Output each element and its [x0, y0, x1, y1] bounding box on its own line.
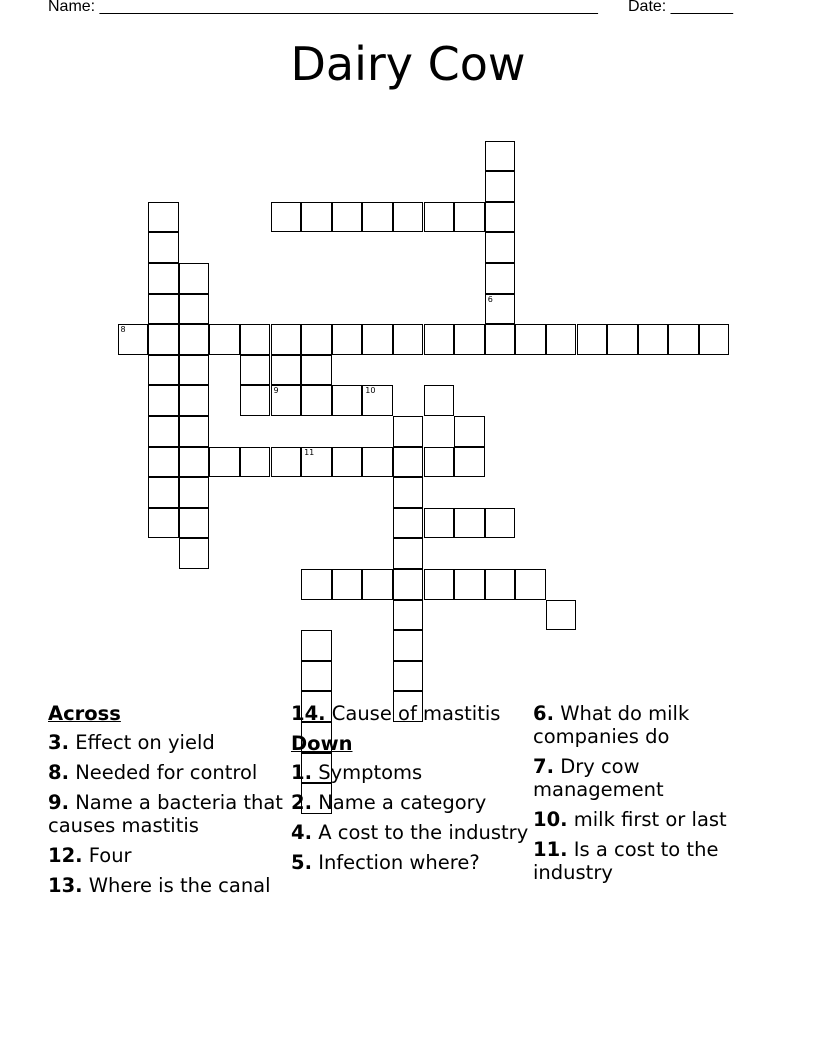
- down-clue: 1. Symptoms: [291, 761, 423, 784]
- down-clue: 7. Dry cow management: [533, 755, 664, 801]
- down-heading: Down: [291, 732, 353, 755]
- crossword-cell[interactable]: [424, 447, 455, 478]
- crossword-cell[interactable]: [301, 324, 332, 355]
- crossword-cell[interactable]: [485, 171, 516, 202]
- crossword-cell[interactable]: [362, 202, 393, 233]
- crossword-cell[interactable]: [271, 385, 302, 416]
- crossword-cell[interactable]: [515, 324, 546, 355]
- across-clue: 14. Cause of mastitis: [291, 702, 501, 725]
- page-title: Dairy Cow: [290, 37, 526, 91]
- crossword-cell[interactable]: [393, 630, 424, 661]
- crossword-cell[interactable]: [148, 202, 179, 233]
- crossword-cell[interactable]: [393, 600, 424, 631]
- crossword-cell[interactable]: [301, 447, 332, 478]
- crossword-cell[interactable]: [271, 202, 302, 233]
- crossword-cell[interactable]: [332, 324, 363, 355]
- crossword-cell[interactable]: [362, 569, 393, 600]
- crossword-cell[interactable]: [179, 416, 210, 447]
- down-clue: 6. What do milk companies do: [533, 702, 690, 748]
- crossword-cell[interactable]: [301, 630, 332, 661]
- crossword-cell[interactable]: [454, 508, 485, 539]
- crossword-cell[interactable]: [301, 355, 332, 386]
- crossword-cell[interactable]: [424, 569, 455, 600]
- date-field-label: Date: _______: [628, 0, 733, 15]
- crossword-cell[interactable]: [271, 355, 302, 386]
- crossword-cell[interactable]: [607, 324, 638, 355]
- crossword-cell[interactable]: [148, 355, 179, 386]
- crossword-cell[interactable]: [240, 324, 271, 355]
- crossword-cell[interactable]: [179, 508, 210, 539]
- crossword-cell[interactable]: [546, 600, 577, 631]
- crossword-cell[interactable]: [454, 569, 485, 600]
- down-clue: 11. Is a cost to the industry: [533, 838, 719, 884]
- crossword-cell[interactable]: [240, 355, 271, 386]
- crossword-cell[interactable]: [485, 324, 516, 355]
- crossword-cell[interactable]: [240, 447, 271, 478]
- crossword-cell[interactable]: [638, 324, 669, 355]
- crossword-cell[interactable]: [179, 538, 210, 569]
- crossword-cell[interactable]: [301, 569, 332, 600]
- clues-column-1: [48, 702, 288, 904]
- crossword-cell[interactable]: [485, 508, 516, 539]
- crossword-cell[interactable]: [301, 385, 332, 416]
- crossword-cell[interactable]: [148, 232, 179, 263]
- crossword-cell[interactable]: [393, 324, 424, 355]
- crossword-cell[interactable]: [393, 508, 424, 539]
- crossword-cell[interactable]: [148, 477, 179, 508]
- down-clue: 10. milk first or last: [533, 808, 727, 831]
- crossword-cell[interactable]: [332, 447, 363, 478]
- crossword-cell[interactable]: [271, 447, 302, 478]
- name-field-label: Name: ________________________________________________________: [48, 0, 598, 15]
- crossword-cell[interactable]: [148, 263, 179, 294]
- clue-number: 6: [487, 294, 493, 304]
- clue-number: 8: [120, 325, 126, 335]
- crossword-cell[interactable]: [393, 569, 424, 600]
- across-clue: 13. Where is the canal: [48, 874, 271, 897]
- crossword-cell[interactable]: [424, 324, 455, 355]
- clue-number: 9: [273, 386, 279, 396]
- crossword-cell[interactable]: [454, 324, 485, 355]
- crossword-cell[interactable]: [485, 141, 516, 172]
- down-clue: 5. Infection where?: [291, 851, 480, 874]
- crossword-cell[interactable]: [362, 447, 393, 478]
- crossword-cell[interactable]: [301, 202, 332, 233]
- crossword-cell[interactable]: [209, 447, 240, 478]
- crossword-cell[interactable]: [393, 447, 424, 478]
- crossword-cell[interactable]: [485, 232, 516, 263]
- crossword-cell[interactable]: [179, 324, 210, 355]
- crossword-cell[interactable]: [148, 324, 179, 355]
- across-clue: 3. Effect on yield: [48, 731, 215, 754]
- down-clue: 2. Name a category: [291, 791, 487, 814]
- crossword-cell[interactable]: [148, 416, 179, 447]
- crossword-cell[interactable]: [209, 324, 240, 355]
- crossword-cell[interactable]: [179, 294, 210, 325]
- crossword-cell[interactable]: [362, 324, 393, 355]
- across-heading: Across: [48, 702, 121, 725]
- crossword-cell[interactable]: [148, 294, 179, 325]
- crossword-cell[interactable]: [362, 385, 393, 416]
- crossword-cell[interactable]: [577, 324, 608, 355]
- crossword-cell[interactable]: [148, 447, 179, 478]
- crossword-cell[interactable]: [424, 202, 455, 233]
- crossword-cell[interactable]: [393, 202, 424, 233]
- crossword-cell[interactable]: [179, 355, 210, 386]
- crossword-cell[interactable]: [271, 324, 302, 355]
- crossword-cell[interactable]: [393, 477, 424, 508]
- crossword-cell[interactable]: [485, 569, 516, 600]
- across-clue: 8. Needed for control: [48, 761, 258, 784]
- clues-column-3: [533, 702, 773, 891]
- crossword-cell[interactable]: [240, 385, 271, 416]
- crossword-cell[interactable]: [393, 661, 424, 692]
- crossword-cell[interactable]: [179, 385, 210, 416]
- crossword-cell[interactable]: [424, 385, 455, 416]
- clue-number: 11: [304, 447, 315, 457]
- crossword-cell[interactable]: [332, 569, 363, 600]
- crossword-cell[interactable]: [546, 324, 577, 355]
- crossword-cell[interactable]: [454, 447, 485, 478]
- crossword-cell[interactable]: [179, 477, 210, 508]
- across-clue: 9. Name a bacteria that causes mastitis: [48, 791, 283, 837]
- crossword-cell[interactable]: [179, 447, 210, 478]
- crossword-cell[interactable]: [148, 385, 179, 416]
- crossword-cell[interactable]: [179, 263, 210, 294]
- clues-column-2: [291, 702, 531, 881]
- across-clue: 12. Four: [48, 844, 132, 867]
- crossword-cell[interactable]: [424, 508, 455, 539]
- crossword-cell[interactable]: [515, 569, 546, 600]
- down-clue: 4. A cost to the industry: [291, 821, 529, 844]
- crossword-cell[interactable]: [454, 416, 485, 447]
- crossword-cell[interactable]: [485, 263, 516, 294]
- crossword-cell[interactable]: [454, 202, 485, 233]
- crossword-cell[interactable]: [668, 324, 699, 355]
- crossword-cell[interactable]: [332, 202, 363, 233]
- crossword-cell[interactable]: [699, 324, 730, 355]
- crossword-cell[interactable]: [148, 508, 179, 539]
- crossword-cell[interactable]: [393, 416, 424, 447]
- clue-number: 10: [365, 386, 376, 396]
- crossword-cell[interactable]: [332, 385, 363, 416]
- crossword-cell[interactable]: [485, 294, 516, 325]
- crossword-cell[interactable]: [301, 661, 332, 692]
- crossword-cell[interactable]: [118, 324, 149, 355]
- crossword-cell[interactable]: [393, 538, 424, 569]
- crossword-cell[interactable]: [485, 202, 516, 233]
